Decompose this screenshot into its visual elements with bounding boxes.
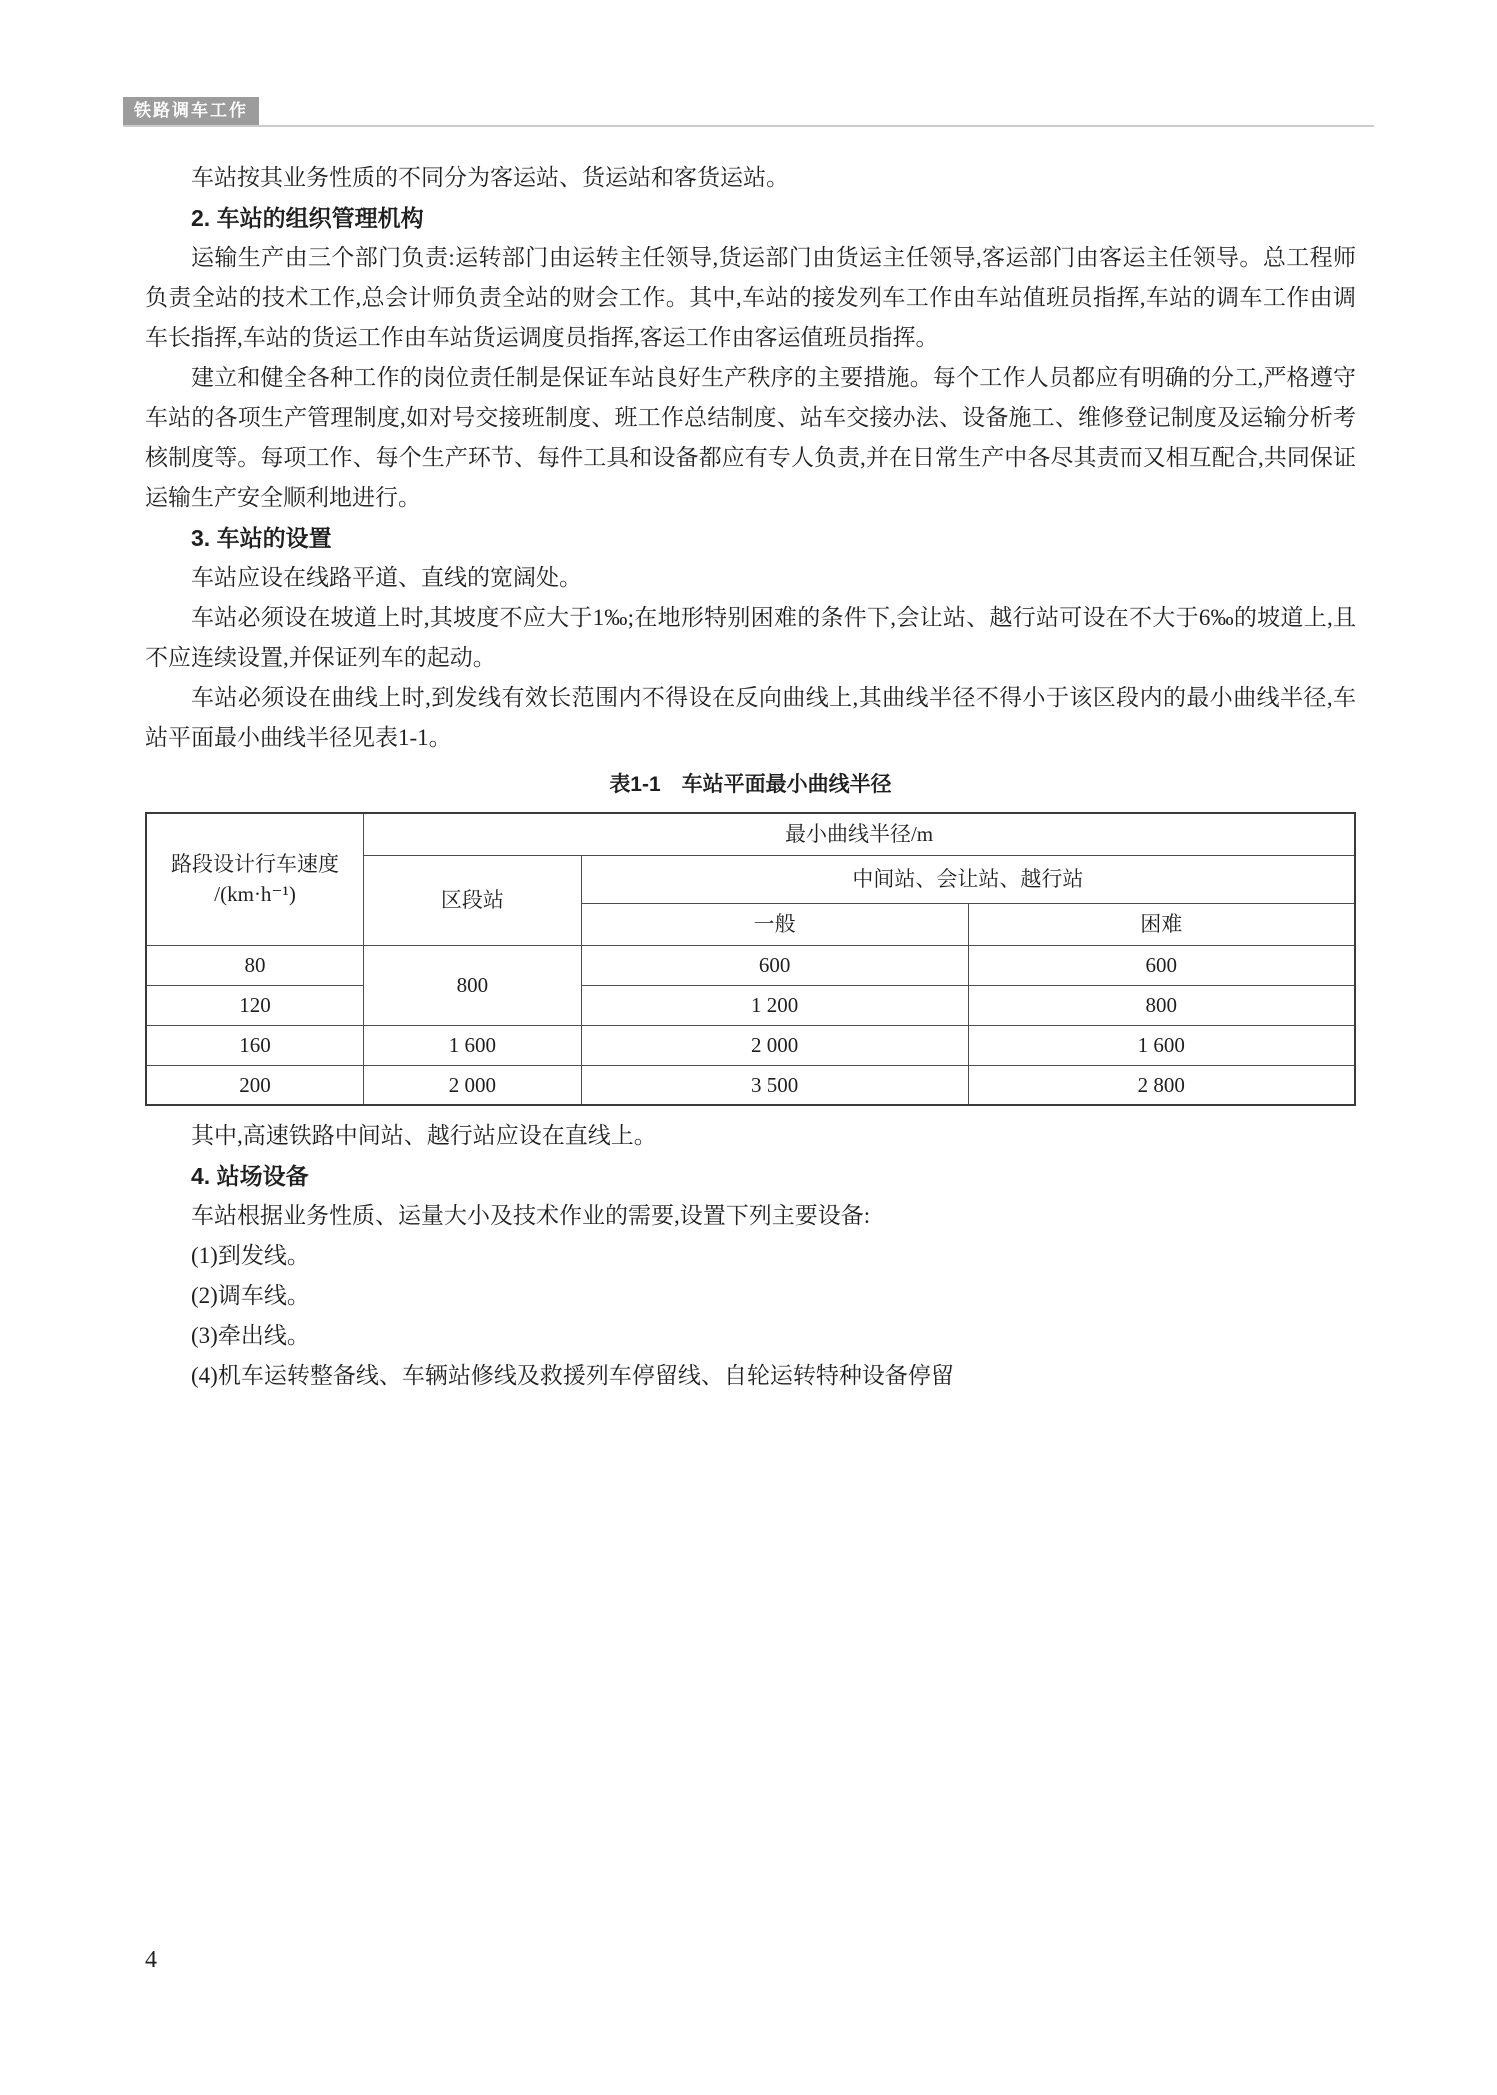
para-gradient-limits: 车站必须设在坡道上时,其坡度不应大于1‰;在地形特别困难的条件下,会让站、越行站可设在不大于6‰的坡道上,且不应连续设置,并保证列车的起动。 <box>145 605 1356 670</box>
col-header-general: 一般 <box>581 903 968 945</box>
table-header-row <box>146 813 1355 855</box>
design-speed-label: 路段设计行车速度 <box>171 852 340 877</box>
table-row <box>146 985 1355 1025</box>
page-content <box>145 158 1356 1396</box>
table-row <box>146 1065 1355 1105</box>
heading-org-structure: 2. 车站的组织管理机构 <box>191 205 424 231</box>
min-curve-radius-table <box>145 812 1356 1106</box>
design-speed-unit: /(km·h⁻¹) <box>214 882 296 907</box>
page-header <box>123 97 1374 127</box>
table-cell: 1 600 <box>968 1025 1355 1065</box>
heading-station-siting: 3. 车站的设置 <box>191 525 332 551</box>
table-caption-label: 表1-1 <box>609 773 661 796</box>
chapter-badge: 铁路调车工作 <box>123 97 259 125</box>
para-curve-limits: 车站必须设在曲线上时,到发线有效长范围内不得设在反向曲线上,其曲线半径不得小于该区段内的最小曲线半径,车站平面最小曲线半径见表1-1。 <box>145 685 1356 750</box>
list-item-arrival-departure-track: (1)到发线。 <box>191 1243 310 1268</box>
table-cell: 1 600 <box>364 1025 582 1065</box>
table-cell: 120 <box>146 985 364 1025</box>
table-cell: 600 <box>968 945 1355 985</box>
table-caption-title: 车站平面最小曲线半径 <box>681 773 892 796</box>
para-transport-departments: 运输生产由三个部门负责:运转部门由运转主任领导,货运部门由货运主任领导,客运部门由客运主任领导。总工程师负责全站的技术工作,总会计师负责全站的财会工作。其中,车站的接发列车工作由车站值班员指挥,车站的调车工作由调车长指挥,车站的货运工作由车站货运调度员指挥,客运工作由客运值班员指挥。 <box>145 245 1356 350</box>
table-cell: 800 <box>968 985 1355 1025</box>
para-station-classification: 车站按其业务性质的不同分为客运站、货运站和客货运站。 <box>191 165 789 190</box>
list-item-lead-track: (3)牵出线。 <box>191 1323 310 1348</box>
table-cell: 200 <box>146 1065 364 1105</box>
table-cell: 160 <box>146 1025 364 1065</box>
table-caption <box>145 770 1356 800</box>
para-responsibility-system: 建立和健全各种工作的岗位责任制是保证车站良好生产秩序的主要措施。每个工作人员都应有明确的分工,严格遵守车站的各项生产管理制度,如对号交接班制度、班工作总结制度、站车交接办法、设备施工、维修登记制度及运输分析考核制度等。每项工作、每个生产环节、每件工具和设备都应有专人负责,并在日常生产中各尽其责而又相互配合,共同保证运输生产安全顺利地进行。 <box>145 365 1356 510</box>
list-item-shunting-track: (2)调车线。 <box>191 1283 310 1308</box>
table-cell: 800 <box>364 945 582 1025</box>
table-cell: 2 000 <box>364 1065 582 1105</box>
heading-yard-equipment: 4. 站场设备 <box>191 1163 309 1189</box>
table-cell: 3 500 <box>581 1065 968 1105</box>
para-equipment-intro: 车站根据业务性质、运量大小及技术作业的需要,设置下列主要设备: <box>191 1203 871 1228</box>
col-header-difficult: 困难 <box>968 903 1355 945</box>
table-cell: 2 800 <box>968 1065 1355 1105</box>
table-block <box>145 770 1356 1106</box>
col-header-design-speed <box>146 813 364 945</box>
table-row <box>146 1025 1355 1065</box>
para-hsr-note: 其中,高速铁路中间站、越行站应设在直线上。 <box>191 1123 657 1148</box>
page-number: 4 <box>145 1947 157 1973</box>
table-row <box>146 945 1355 985</box>
col-header-section-station: 区段站 <box>364 855 582 945</box>
table-cell: 2 000 <box>581 1025 968 1065</box>
table-cell: 80 <box>146 945 364 985</box>
table-cell: 1 200 <box>581 985 968 1025</box>
para-siting-flat: 车站应设在线路平道、直线的宽阔处。 <box>191 565 582 590</box>
col-header-intermediate-stations: 中间站、会让站、越行站 <box>581 855 1355 903</box>
col-header-min-radius: 最小曲线半径/m <box>364 813 1355 855</box>
list-item-loco-service-tracks: (4)机车运转整备线、车辆站修线及救援列车停留线、自轮运转特种设备停留 <box>191 1363 954 1388</box>
table-cell: 600 <box>581 945 968 985</box>
